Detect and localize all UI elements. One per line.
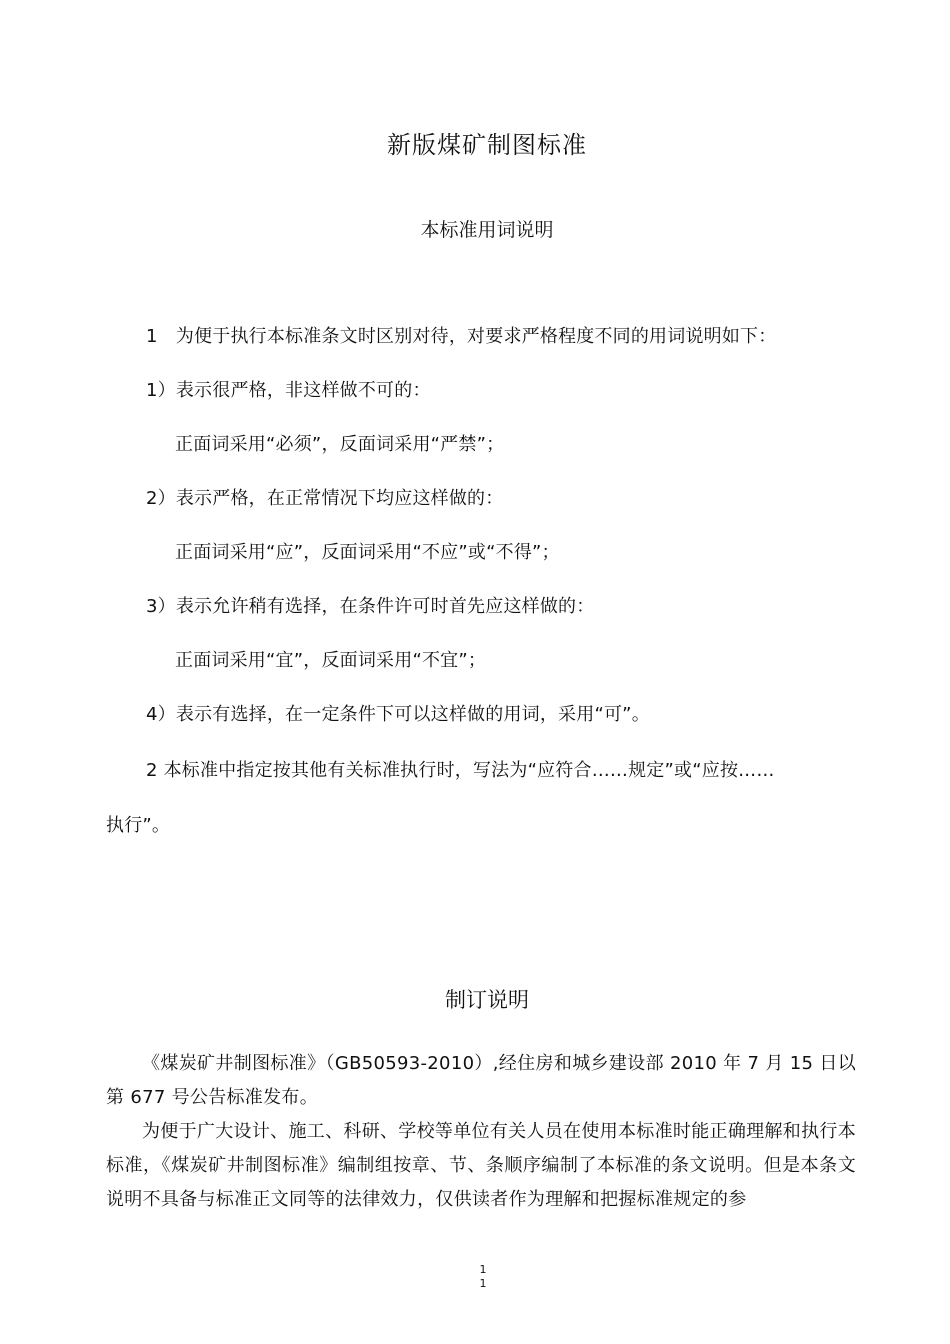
terms-item-2-line-2: 执行”。 [106, 815, 171, 836]
document-title: 新版煤矿制图标准 [387, 131, 587, 159]
terms-subitem-2: 2）表示严格，在正常情况下均应这样做的： [146, 488, 504, 509]
page-number-repeat: 1 [479, 1277, 487, 1290]
revision-section-heading: 制订说明 [445, 988, 529, 1012]
revision-paragraph-1: 《煤炭矿井制图标准》（GB50593-2010）,经住房和城乡建设部 2010 年 7 月 15 日以第 677 号公告标准发布。 [106, 1053, 856, 1108]
terms-section-heading: 本标准用词说明 [420, 219, 554, 241]
terms-item-1: 1 为便于执行本标准条文时区别对待，对要求严格程度不同的用词说明如下： [146, 326, 777, 347]
terms-subitem-3-words: 正面词采用“宜”，反面词采用“不宜”； [175, 650, 487, 671]
terms-subitem-1: 1）表示很严格，非这样做不可的： [146, 380, 431, 401]
terms-subitem-4: 4）表示有选择，在一定条件下可以这样做的用词，采用“可”。 [146, 704, 650, 725]
terms-subitem-1-words: 正面词采用“必须”，反面词采用“严禁”； [175, 434, 505, 455]
terms-item-2-line-1: 2 本标准中指定按其他有关标准执行时，写法为“应符合……规定”或“应按…… [146, 760, 775, 781]
revision-paragraph-2: 为便于广大设计、施工、科研、学校等单位有关人员在使用本标准时能正确理解和执行本标准，《煤炭矿井制图标准》编制组按章、节、条顺序编制了本标准的条文说明。但是本条文说明不具备与标准正文同等的法律效力，仅供读者作为理解和把握标准规定的参 [106, 1121, 856, 1210]
terms-subitem-2-words: 正面词采用“应”，反面词采用“不应”或“不得”； [175, 542, 560, 563]
terms-subitem-3: 3）表示允许稍有选择，在条件许可时首先应这样做的： [146, 596, 595, 617]
page-number: 1 [479, 1263, 487, 1276]
